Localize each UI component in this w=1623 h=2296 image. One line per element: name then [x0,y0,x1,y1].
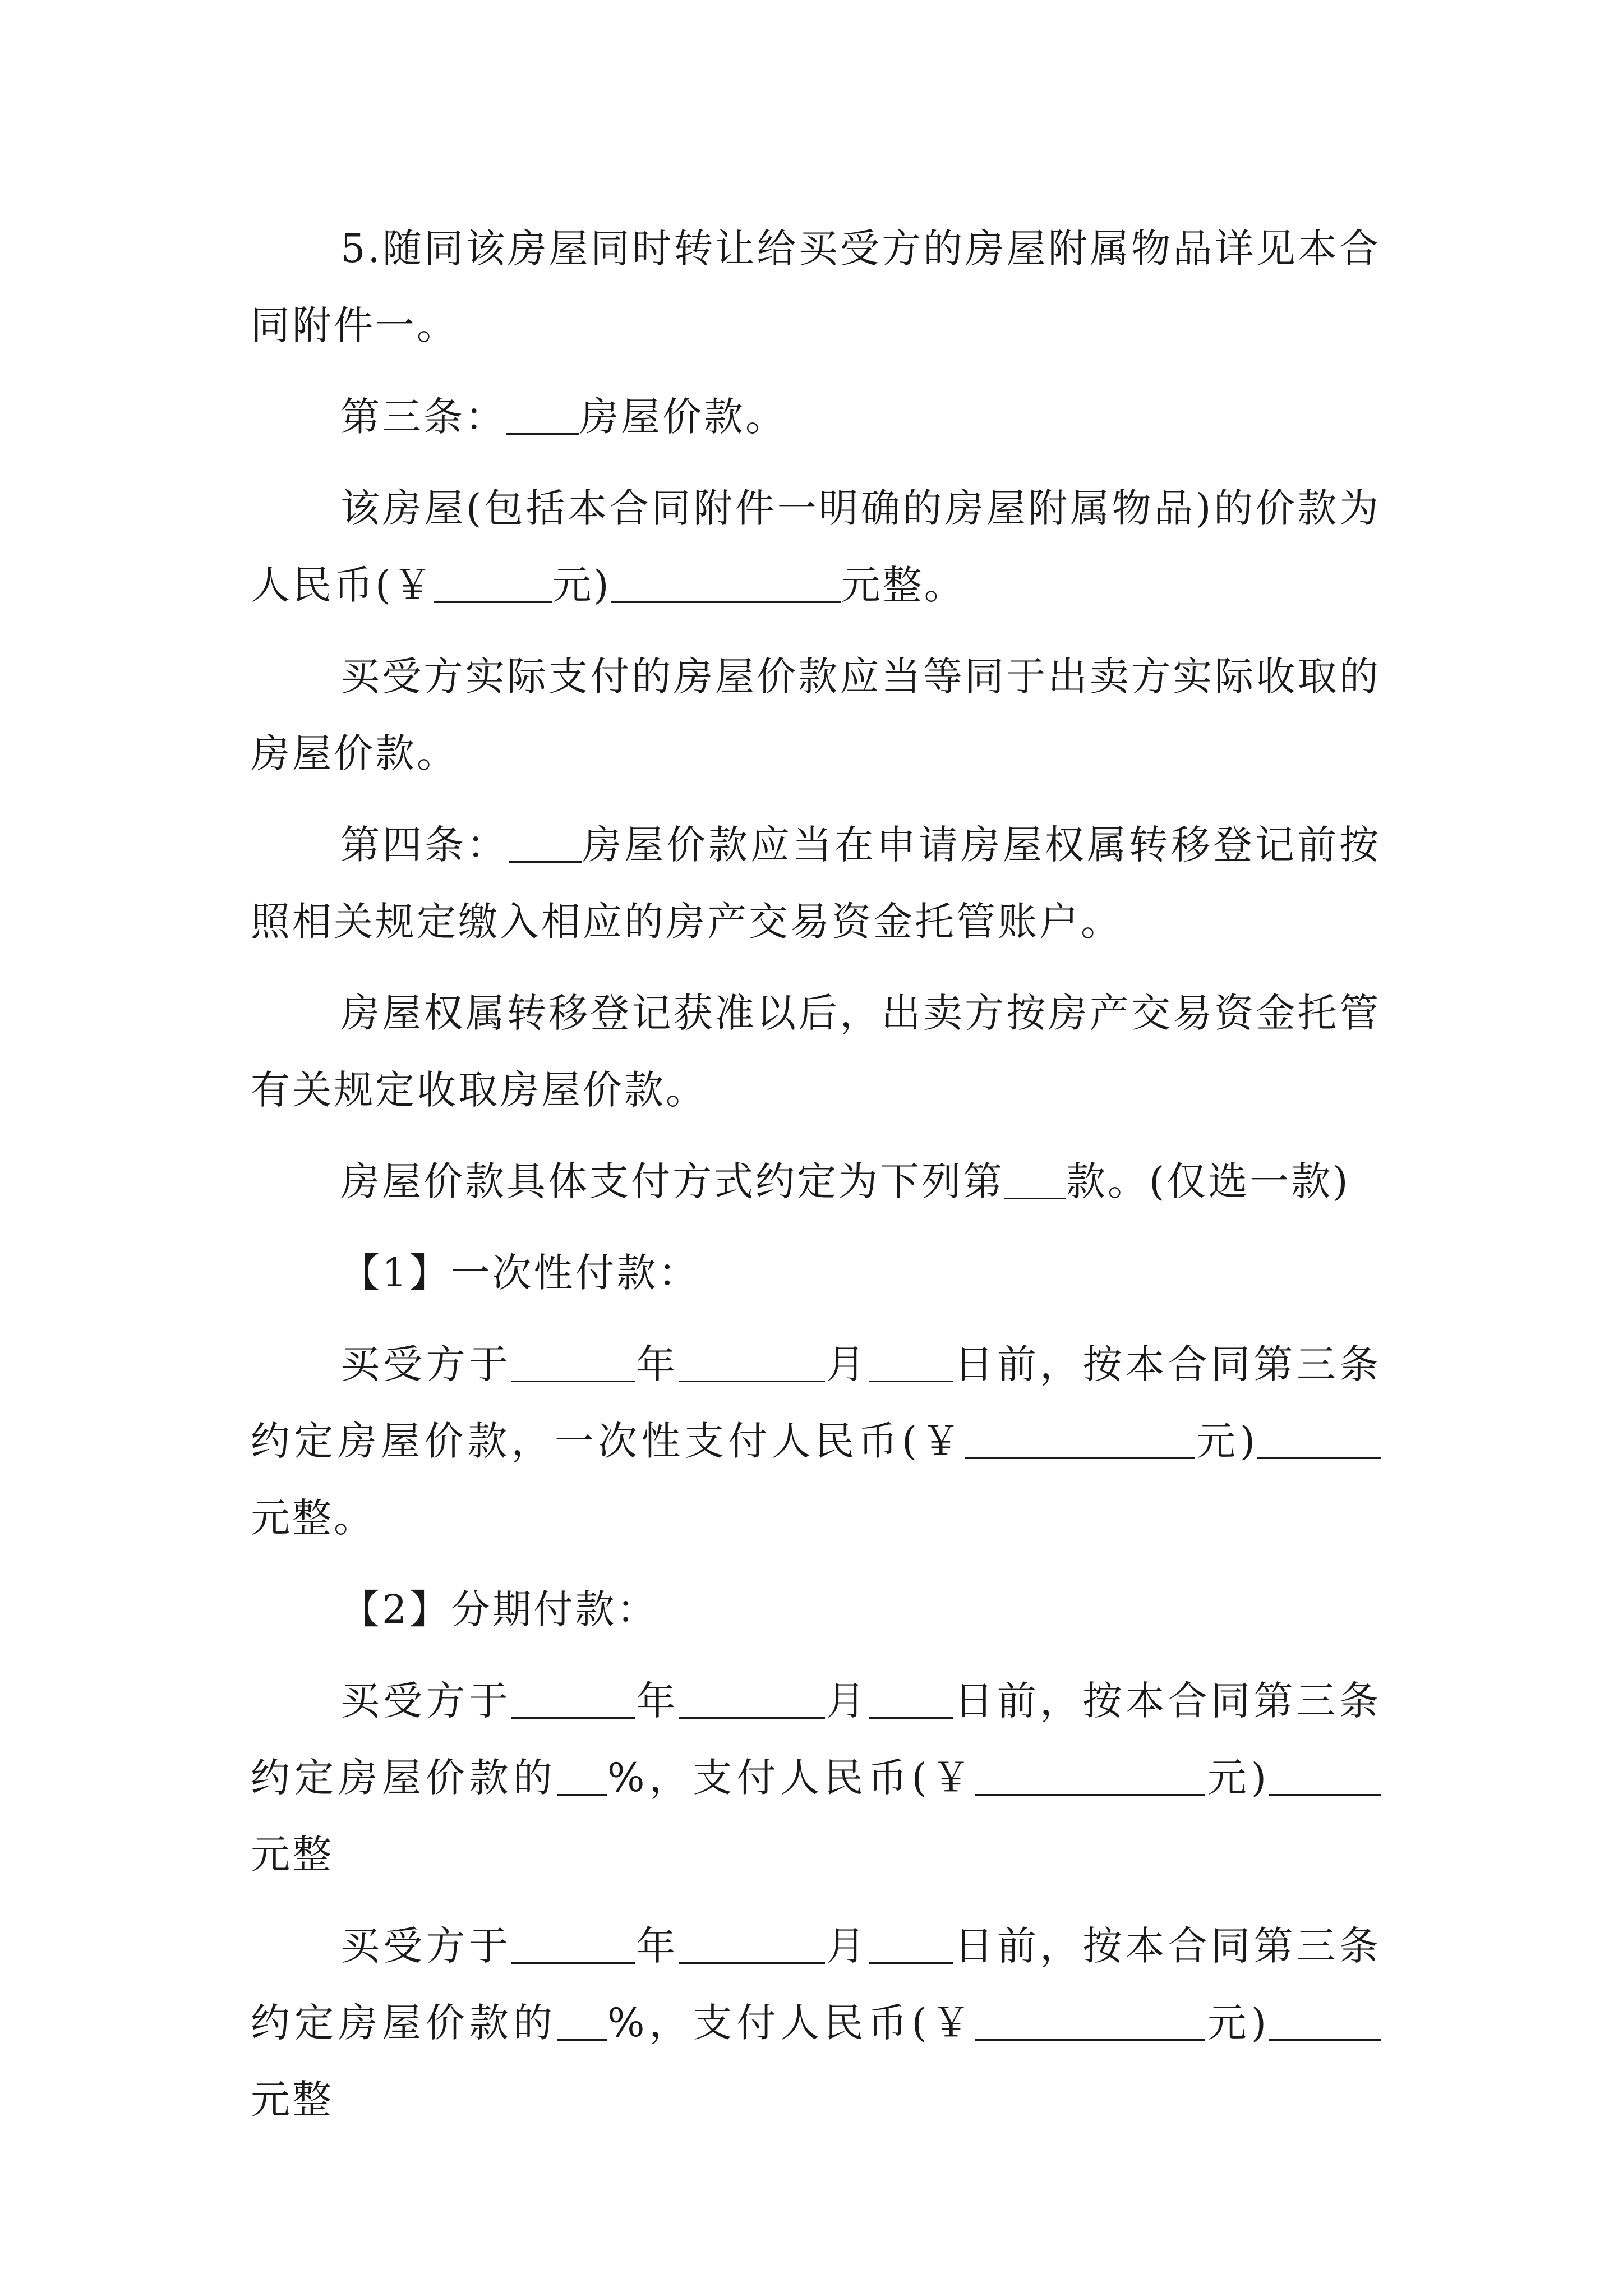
blank-line [1257,1418,1381,1459]
paragraph-text: 买受方于 [340,1678,512,1724]
blank-line [1269,1755,1381,1796]
paragraph-text: 房屋价款。 [579,394,787,440]
paragraph-text: 5.随同该房屋同时转让给买受方的房屋附属物品详见本合同附件一。 [251,226,1381,348]
paragraph-text: 元) [1205,1755,1269,1801]
option-heading: 【2】分期付款： [340,1586,658,1632]
article-label: 第三条： [340,394,506,440]
paragraph-text: 日前，按本合同第三条约定房屋价款，一次性支付人民币(￥ [251,1341,1381,1464]
paragraph-text: %，支付人民币(￥ [607,2000,975,2046]
paragraph-text: 元) [1194,1418,1258,1464]
paragraph-text: 月 [824,1923,869,1969]
paragraph-house-price [251,470,1381,624]
paragraph-text: 元) [1205,2000,1269,2046]
paragraph-text: 买受方于 [340,1923,512,1969]
blank-year [511,1341,635,1382]
paragraph-text: 年 [635,1678,679,1724]
paragraph-article-3-heading [251,379,1381,455]
blank-line [1269,2000,1381,2041]
blank-line [975,2000,1205,2041]
paragraph-text: 款。(仅选一款) [1066,1158,1350,1204]
blank-line [1004,1158,1066,1199]
paragraph-text: 元整。 [841,562,966,608]
paragraph-text: 日前，按本合同第三条约定房屋价款的 [251,1678,1381,1801]
blank-year [511,1923,635,1964]
paragraph-text: 元整 [251,1832,334,1878]
blank-month [679,1341,825,1382]
paragraph-text: 日前，按本合同第三条约定房屋价款的 [251,1923,1381,2046]
blank-line [975,1755,1205,1796]
blank-line [506,394,579,435]
blank-month [679,1678,825,1719]
paragraph-text: 元整。 [251,1495,375,1541]
paragraph-text: 年 [635,1341,679,1387]
blank-line [611,562,841,603]
paragraph-after-registration [251,975,1381,1129]
blank-day [869,1678,953,1719]
blank-line [509,822,582,863]
paragraph-text: 买受方于 [340,1341,512,1387]
paragraph-payment-method [251,1143,1381,1220]
paragraph-text: 元) [552,562,611,608]
blank-day [869,1923,953,1964]
article-label: 第四条： [340,822,509,868]
blank-percent [557,1755,607,1796]
paragraph-price-equivalence [251,638,1381,792]
paragraph-text: %，支付人民币(￥ [607,1755,975,1801]
paragraph-text: 买受方实际支付的房屋价款应当等同于出卖方实际收取的房屋价款。 [251,654,1381,776]
paragraph-text: 元整 [251,2077,334,2123]
option-heading: 【1】一次性付款： [340,1250,700,1296]
paragraph-text: 房屋价款应当在申请房屋权属转移登记前按照相关规定缴入相应的房产交易资金托管账户。 [251,822,1381,945]
paragraph-article-4 [251,807,1381,960]
paragraph-text: 月 [824,1678,869,1724]
paragraph-text: 年 [635,1923,679,1969]
paragraph-text: 月 [824,1341,869,1387]
blank-percent [557,2000,607,2041]
contract-body [251,210,1381,2153]
paragraph-text: 该房屋(包括本合同附件一明确的房屋附属物品)的价款为人民币(￥ [251,485,1381,608]
blank-line [434,562,552,603]
blank-year [511,1678,635,1719]
blank-month [679,1923,825,1964]
paragraph-option-1-detail [251,1326,1381,1557]
blank-day [869,1341,953,1382]
paragraph-text: 房屋权属转移登记获准以后，出卖方按房产交易资金托管有关规定收取房屋价款。 [251,990,1381,1113]
paragraph-text: 房屋价款具体支付方式约定为下列第 [340,1158,1004,1204]
paragraph-option-1-heading [251,1235,1381,1312]
paragraph-attachment-items [251,210,1381,364]
paragraph-option-2-heading [251,1571,1381,1648]
paragraph-installment-2 [251,1908,1381,2138]
paragraph-installment-1 [251,1663,1381,1893]
blank-line [965,1418,1195,1459]
